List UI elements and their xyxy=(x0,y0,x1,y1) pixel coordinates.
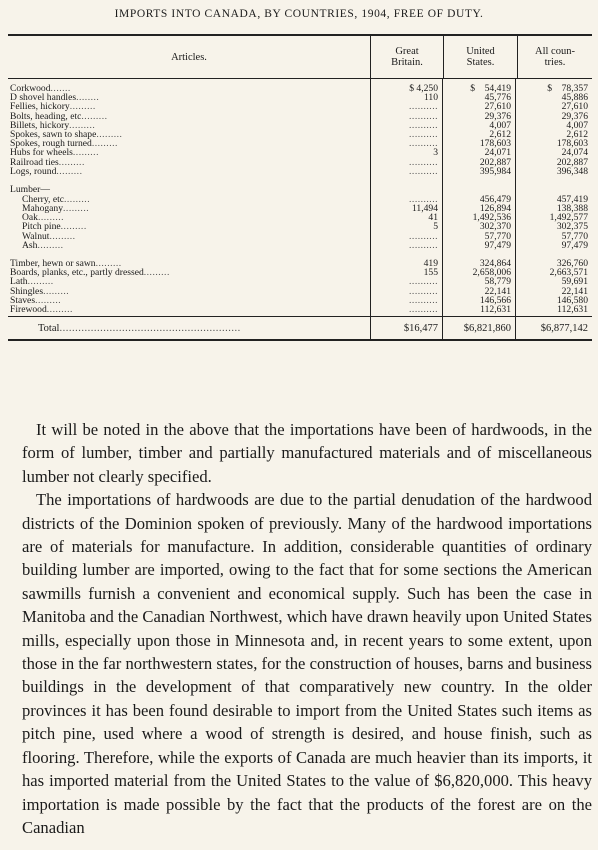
paragraph: The importations of hardwoods are due to the partial denudation of the hardwood districts of the Dominion spoken of previously. Many of the hardwood importations are of materials for manufacture. In addition, considerable quantities of ordinary building lumber are imported, owing to the fact that for some sections the American sawmills furnish a convenient and economical supply. Such has been the case in Manitoba and the Canadian Northwest, which have drawn heavily upon United States mills, especially upon those in Minnesota and, in recent years to some extent, upon those in the far northwestern states, for the construction of houses, barns and business buildings in the development of that comparatively new country. In the older provinces it has been found desirable to import from the United States such items as pitch pine, used where a wood of strength is desired, and house finish, such as flooring. Therefore, while the exports of Canada are much heavier than its imports, it has imported material from the United States to the value of $6,820,000. This heavy importation is made possible by the fact that the products of the forest are on the Canadian xyxy=(22,490,592,837)
row-great-britain: 155 xyxy=(423,268,438,278)
table-row xyxy=(8,139,592,148)
row-great-britain: .......... xyxy=(409,139,438,149)
total-us: $6,821,860 xyxy=(463,322,511,334)
row-all-countries: 4,007 xyxy=(566,120,588,130)
row-article: Bolts, heading, etc......... xyxy=(10,111,108,121)
column-rule xyxy=(515,79,516,339)
table-row xyxy=(8,167,592,176)
row-united-states: 146,566 xyxy=(479,295,511,305)
row-article: Timber, hewn or sawn......... xyxy=(10,259,122,269)
row-article: Fellies, hickory......... xyxy=(10,102,96,112)
row-great-britain: .......... xyxy=(409,304,438,315)
row-article: Boards, planks, etc., partly dressed......... xyxy=(10,268,170,278)
column-rule xyxy=(370,79,371,339)
table-row xyxy=(8,296,592,305)
row-united-states: 97,479 xyxy=(484,240,511,250)
table-row xyxy=(8,222,592,231)
row-article: Oak......... xyxy=(22,213,65,223)
row-article: Cherry, etc......... xyxy=(22,194,91,205)
row-united-states: 4,007 xyxy=(489,120,511,130)
row-article: Lath......... xyxy=(10,277,54,287)
row-great-britain: 419 xyxy=(423,259,438,269)
header-all-countries: All coun- tries. xyxy=(535,46,575,68)
table-row xyxy=(8,84,592,93)
row-great-britain: $ 4,250 xyxy=(409,84,438,94)
row-great-britain: .......... xyxy=(409,231,438,241)
column-rule xyxy=(442,79,443,339)
table-row xyxy=(8,213,592,222)
row-all-countries: 57,770 xyxy=(561,231,588,241)
row-article: Railroad ties......... xyxy=(10,157,85,167)
row-great-britain: 110 xyxy=(423,93,438,103)
row-all-countries: 29,376 xyxy=(561,111,588,121)
total-all: $6,877,142 xyxy=(540,322,588,334)
row-all-countries: 112,631 xyxy=(557,304,588,315)
row-article: Billets, hickory......... xyxy=(10,120,96,130)
header-articles: Articles. xyxy=(8,36,371,78)
header-great-britain: Great Britain. xyxy=(371,36,444,78)
row-all-countries: 27,610 xyxy=(561,102,588,112)
table-row xyxy=(8,112,592,121)
total-gb: $16,477 xyxy=(403,322,438,334)
row-great-britain: .......... xyxy=(409,295,438,305)
body-text xyxy=(22,418,592,839)
table-row xyxy=(8,93,592,102)
row-all-countries: 97,479 xyxy=(561,240,588,250)
row-united-states: 178,603 xyxy=(479,139,511,149)
row-article: Mahogany......... xyxy=(22,204,90,214)
row-article: Staves......... xyxy=(10,295,62,305)
row-great-britain: .......... xyxy=(409,102,438,112)
row-united-states: 395,984 xyxy=(479,166,511,176)
row-article: Spokes, sawn to shape......... xyxy=(10,129,123,140)
row-all-countries: 45,886 xyxy=(561,93,588,103)
table-row xyxy=(8,130,592,139)
row-all-countries: 138,388 xyxy=(556,204,588,214)
row-great-britain: .......... xyxy=(409,166,438,176)
row-great-britain: 5 xyxy=(433,222,438,232)
table-title: IMPORTS INTO CANADA, BY COUNTRIES, 1904, FREE OF DUTY. xyxy=(114,8,484,20)
row-united-states: 45,776 xyxy=(484,93,511,103)
row-all-countries: 396,348 xyxy=(556,166,588,176)
row-article: Shingles......... xyxy=(10,286,70,296)
row-united-states: 324,864 xyxy=(479,259,511,269)
row-united-states: 27,610 xyxy=(484,102,511,112)
row-united-states: 202,887 xyxy=(479,157,511,167)
row-great-britain: .......... xyxy=(409,111,438,121)
row-united-states: 22,141 xyxy=(484,286,511,296)
row-united-states: 112,631 xyxy=(480,304,511,315)
row-united-states: 29,376 xyxy=(484,111,511,121)
lumber-heading: Lumber— xyxy=(10,184,50,195)
row-all-countries: 457,419 xyxy=(556,194,588,205)
header-united-states: United States. xyxy=(444,36,518,78)
row-all-countries: 302,375 xyxy=(556,222,588,232)
row-all-countries: $ 78,357 xyxy=(547,84,588,94)
table-header xyxy=(8,36,592,79)
row-article: Pitch pine......... xyxy=(22,222,87,232)
total-label: Total.......................................................... xyxy=(38,322,241,334)
paragraph: It will be noted in the above that the importations have been of hardwoods, in the form of lumber, timber and partially manufactured materials and of miscellaneous lumber not clearly specified. xyxy=(22,420,592,486)
row-united-states: 456,479 xyxy=(479,194,511,205)
row-all-countries: 2,612 xyxy=(566,129,588,140)
table-row xyxy=(8,204,592,213)
row-united-states: 58,779 xyxy=(484,277,511,287)
table-row xyxy=(8,259,592,268)
row-great-britain: 11,494 xyxy=(411,204,438,214)
row-article: Corkwood....... xyxy=(10,84,71,94)
row-united-states: 1,492,536 xyxy=(472,213,511,223)
table-row xyxy=(8,148,592,157)
row-all-countries: 2,663,571 xyxy=(549,268,588,278)
row-all-countries: 24,074 xyxy=(561,148,588,158)
table-row xyxy=(8,195,592,204)
table-row xyxy=(8,158,592,167)
row-united-states: 57,770 xyxy=(484,231,511,241)
row-article: Spokes, rough turned......... xyxy=(10,139,118,149)
row-united-states: 126,894 xyxy=(479,204,511,214)
row-article: Hubs for wheels......... xyxy=(10,148,99,158)
table-row xyxy=(8,305,592,314)
table-row xyxy=(8,241,592,250)
row-article: Firewood......... xyxy=(10,304,73,315)
row-united-states: 2,658,006 xyxy=(472,268,511,278)
row-united-states: 302,370 xyxy=(479,222,511,232)
total-row xyxy=(8,316,592,339)
row-united-states: 24,071 xyxy=(484,148,511,158)
table-row xyxy=(8,232,592,241)
table-row xyxy=(8,287,592,296)
row-article: Walnut......... xyxy=(22,231,76,241)
row-all-countries: 59,691 xyxy=(561,277,588,287)
table-row xyxy=(8,268,592,277)
table-row xyxy=(8,121,592,130)
row-article: Logs, round......... xyxy=(10,166,83,176)
row-all-countries: 22,141 xyxy=(561,286,588,296)
row-all-countries: 326,760 xyxy=(556,259,588,269)
row-all-countries: 178,603 xyxy=(556,139,588,149)
row-all-countries: 146,580 xyxy=(556,295,588,305)
table-body xyxy=(8,79,592,339)
row-united-states: $ 54,419 xyxy=(470,84,511,94)
row-great-britain: .......... xyxy=(409,157,438,167)
row-great-britain: .......... xyxy=(409,240,438,250)
row-great-britain: .......... xyxy=(409,129,438,140)
row-great-britain: 41 xyxy=(428,213,438,223)
row-all-countries: 202,887 xyxy=(556,157,588,167)
row-great-britain: .......... xyxy=(409,286,438,296)
row-united-states: 2,612 xyxy=(489,129,511,140)
table-rows xyxy=(8,79,592,316)
row-article: Ash......... xyxy=(22,240,64,250)
row-great-britain: .......... xyxy=(409,120,438,130)
row-great-britain: .......... xyxy=(409,194,438,205)
row-great-britain: .......... xyxy=(409,277,438,287)
row-all-countries: 1,492,577 xyxy=(549,213,588,223)
row-great-britain: 3 xyxy=(433,148,438,158)
table-row xyxy=(8,102,592,111)
row-article: D shovel handles........ xyxy=(10,93,100,103)
table-row xyxy=(8,277,592,286)
imports-table xyxy=(8,34,592,341)
